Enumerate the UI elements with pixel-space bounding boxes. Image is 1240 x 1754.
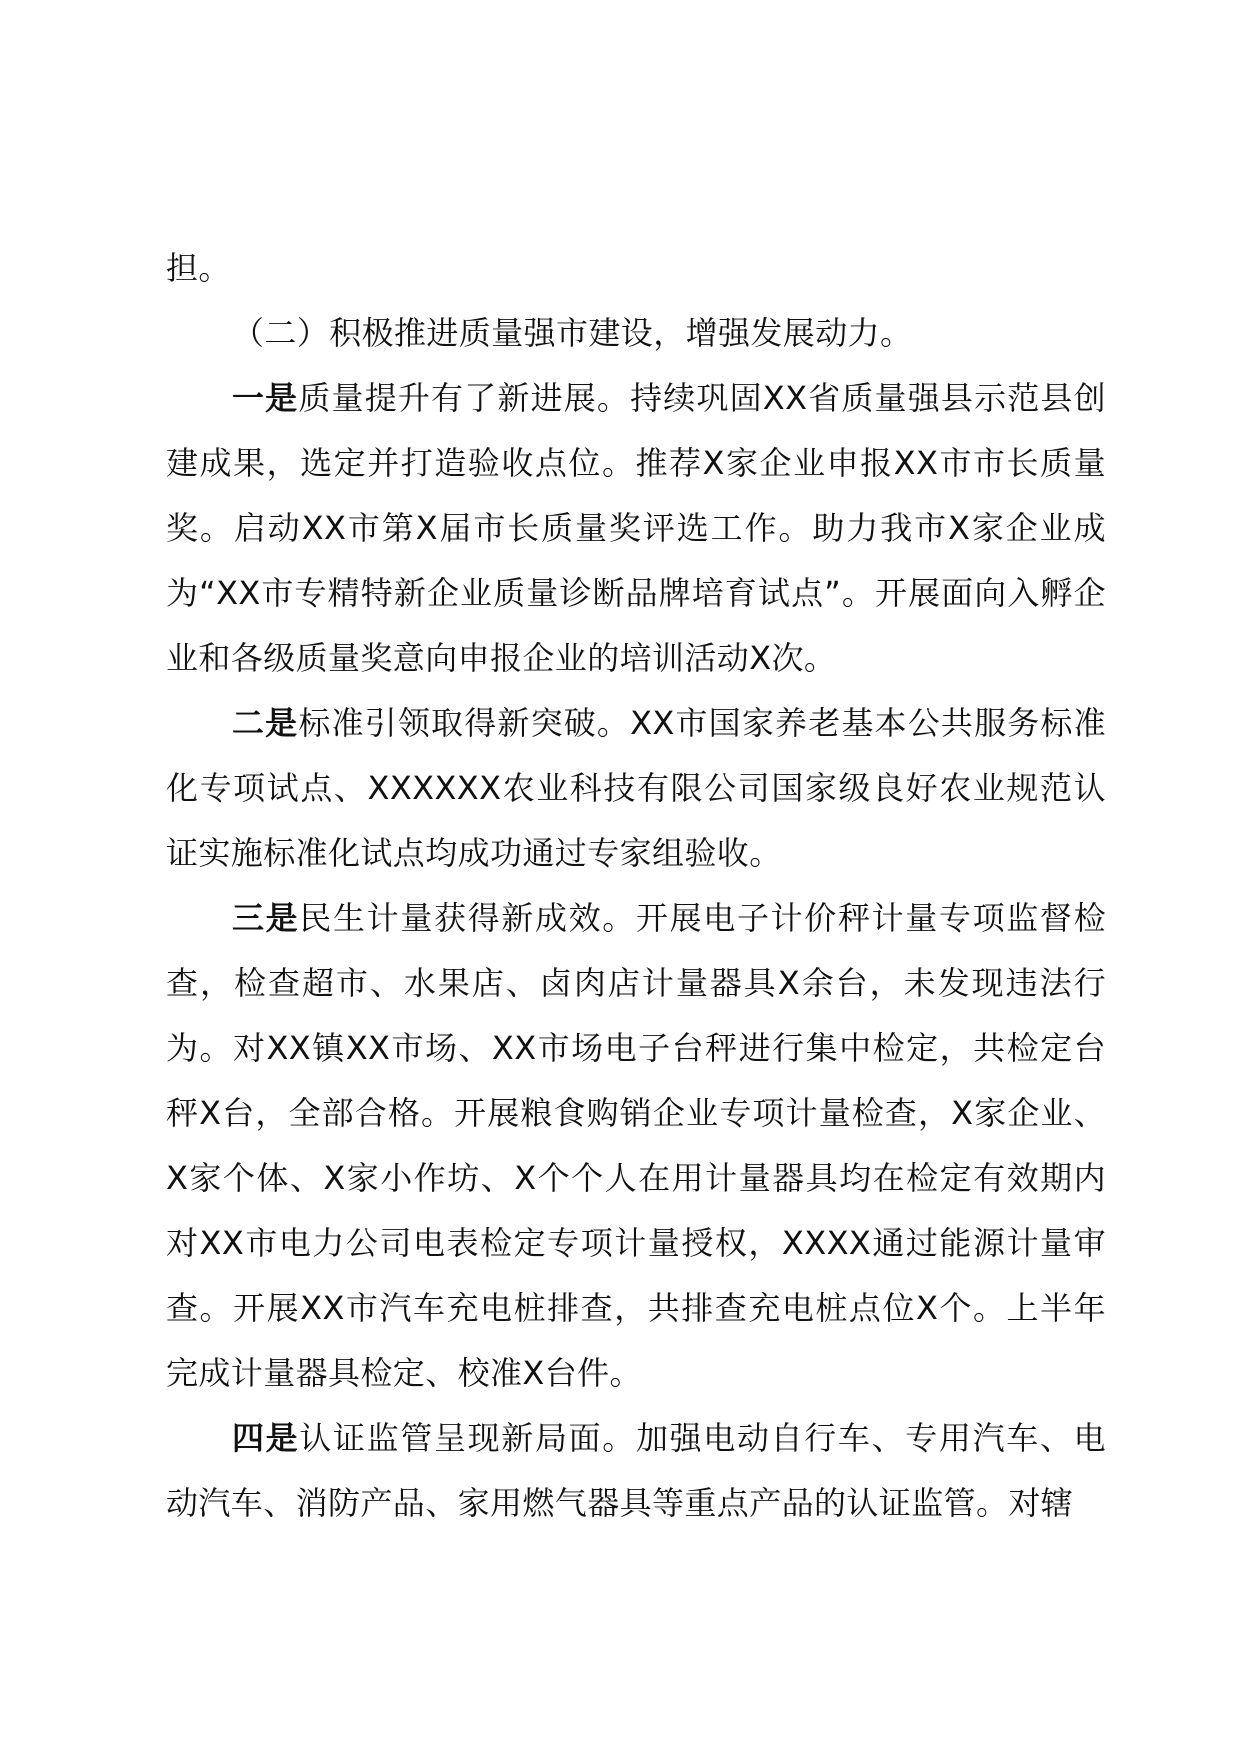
paragraph-lead: 一是 xyxy=(232,379,299,417)
paragraph-lead: 四是 xyxy=(232,1419,300,1457)
section-heading xyxy=(166,301,1106,366)
paragraph-lead: 三是 xyxy=(232,899,300,937)
paragraph-text: 标准引领取得新突破。XX市国家养老基本公共服务标准化专项试点、XXXXXX农业科技有限公司国家级良好农业规范认证实施标准化试点均成功通过专家组验收。 xyxy=(166,704,1106,872)
section-heading-text: （二）积极推进质量强市建设，增强发展动力。 xyxy=(232,314,913,352)
paragraph-metrology xyxy=(166,886,1106,1406)
paragraph-certification xyxy=(166,1406,1106,1536)
paragraph-text: 质量提升有了新进展。持续巩固XX省质量强县示范县创建成果，选定并打造验收点位。推荐X家企业申报XX市市长质量奖。启动XX市第X届市长质量奖评选工作。助力我市X家企业成为“XX市专精特新企业质量诊断品牌培育试点”。开展面向入孵企业和各级质量奖意向申报企业的培训活动X次。 xyxy=(166,379,1106,677)
document-body xyxy=(166,236,1106,1536)
paragraph-text: 认证监管呈现新局面。加强电动自行车、专用汽车、电动汽车、消防产品、家用燃气器具等重点产品的认证监管。对辖 xyxy=(166,1419,1106,1522)
paragraph-text: 民生计量获得新成效。开展电子计价秤计量专项监督检查，检查超市、水果店、卤肉店计量器具X余台，未发现违法行为。对XX镇XX市场、XX市场电子台秤进行集中检定，共检定台秤X台，全部合格。开展粮食购销企业专项计量检查，X家企业、X家个体、X家小作坊、X个个人在用计量器具均在检定有效期内对XX市电力公司电表检定专项计量授权，XXXX通过能源计量审查。开展XX市汽车充电桩排查，共排查充电桩点位X个。上半年完成计量器具检定、校准X台件。 xyxy=(166,899,1106,1392)
paragraph-quality-improvement xyxy=(166,366,1106,691)
paragraph-text: 担。 xyxy=(166,249,231,287)
paragraph-continuation xyxy=(166,236,1106,301)
paragraph-lead: 二是 xyxy=(232,704,299,742)
paragraph-standards xyxy=(166,691,1106,886)
